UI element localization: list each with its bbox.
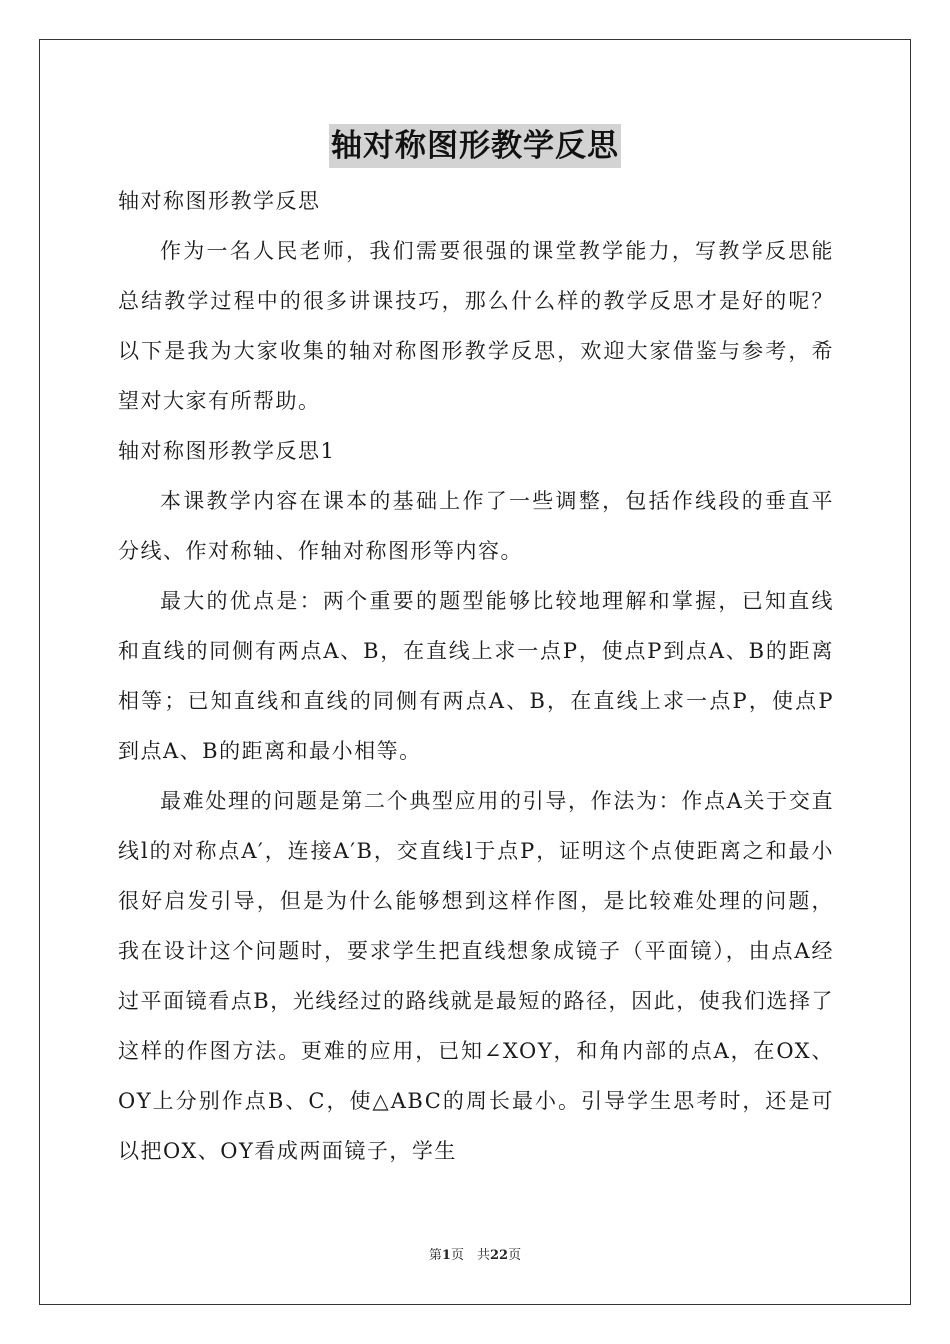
title-container: [0, 124, 950, 168]
footer-mid: 页 共: [450, 1248, 490, 1263]
footer-prefix: 第: [428, 1248, 442, 1263]
paragraph-3: 最难处理的问题是第二个典型应用的引导，作法为：作点A关于交直线l的对称点A′，连接A′B，交直线l于点P，证明这个点使距离之和最小很好启发引导，但是为什么能够想到这样作图，是比较难处理的问题，我在设计这个问题时，要求学生把直线想象成镜子（平面镜），由点A经过平面镜看点B，光线经过的路线就是最短的路径，因此，使我们选择了这样的作图方法。更难的应用，已知∠XOY，和角内部的点A，在OX、OY上分别作点B、C，使△ABC的周长最小。引导学生思考时，还是可以把OX、OY看成两面镜子，学生: [118, 789, 834, 1163]
page-title: 轴对称图形教学反思: [329, 124, 621, 168]
section-heading: 轴对称图形教学反思1: [118, 439, 336, 463]
footer-total-pages: 22: [489, 1248, 509, 1263]
subtitle: 轴对称图形教学反思: [118, 189, 321, 213]
footer-suffix: 页: [508, 1248, 522, 1263]
page-footer: [0, 1244, 950, 1263]
paragraph-1: 本课教学内容在课本的基础上作了一些调整，包括作线段的垂直平分线、作对称轴、作轴对称图形等内容。: [118, 489, 834, 563]
intro-paragraph: 作为一名人民老师，我们需要很强的课堂教学能力，写教学反思能总结教学过程中的很多讲课技巧，那么什么样的教学反思才是好的呢？以下是我为大家收集的轴对称图形教学反思，欢迎大家借鉴与参考，希望对大家有所帮助。: [118, 239, 834, 413]
footer-page-number: 1: [441, 1248, 451, 1263]
paragraph-2: 最大的优点是：两个重要的题型能够比较地理解和掌握，已知直线和直线的同侧有两点A、B，在直线上求一点P，使点P到点A、B的距离相等；已知直线和直线的同侧有两点A、B，在直线上求一点P，使点P到点A、B的距离和最小相等。: [118, 589, 834, 763]
document-body: [118, 176, 834, 1176]
